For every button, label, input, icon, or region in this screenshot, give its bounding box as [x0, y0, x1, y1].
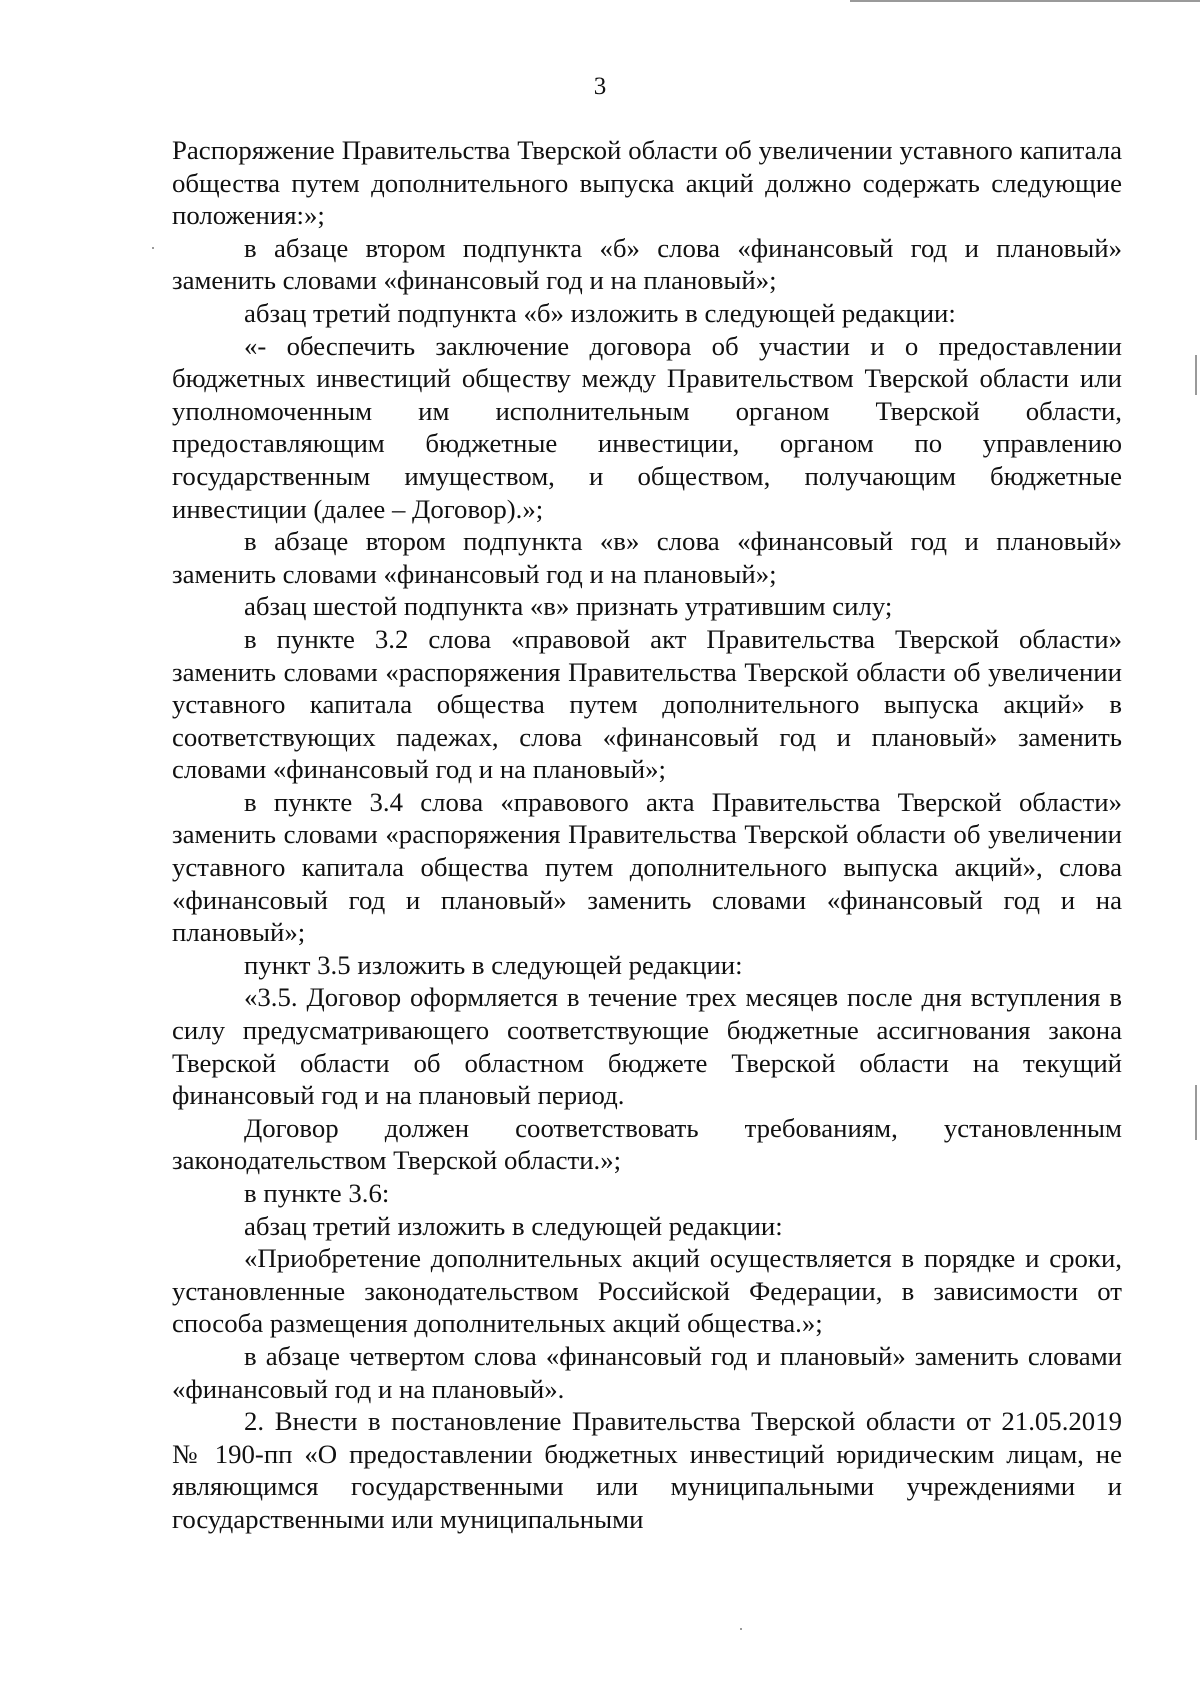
paragraph: 2. Внести в постановление Правительства Тверской области от 21.05.2019 № 190-пп «О предоставлении бюджетных инвестиций юридическим лицам, не являющимся государственными или муниципальными учреждениями и государственными или муниципальными — [172, 1406, 1122, 1534]
scan-mark-top-line — [850, 0, 1200, 2]
paragraph: в абзаце втором подпункта «в» слова «финансовый год и плановый» заменить словами «финансовый год и на плановый»; — [172, 526, 1122, 589]
paragraph: в пункте 3.6: — [244, 1178, 390, 1208]
paragraph: в пункте 3.2 слова «правовой акт Правительства Тверской области» заменить словами «распоряжения Правительства Тверской области об увеличении уставного капитала общества путем дополнительного выпуска акций» в соответствующих падежах, слова «финансовый год и плановый» заменить словами «финансовый год и на плановый»; — [172, 623, 1122, 785]
paragraph: Договор должен соответствовать требованиям, установленным законодательством Тверской области.»; — [172, 1112, 1122, 1176]
paragraph: в абзаце втором подпункта «б» слова «финансовый год и плановый» заменить словами «финансовый год и на плановый»; — [172, 232, 1122, 296]
paragraph: в абзаце четвертом слова «финансовый год и плановый» заменить словами «финансовый год и на плановый». — [172, 1340, 1122, 1404]
scan-mark-right-edge — [1195, 355, 1197, 395]
paragraph: «- обеспечить заключение договора об участии и о предоставлении бюджетных инвестиций обществу между Правительством Тверской области или уполномоченным им исполнительным органом Тверской области, предоставляющим бюджетные инвестиции, органом по управлению государственным имуществом, и обществом, получающим бюджетные инвестиции (далее – Договор).»; — [172, 330, 1122, 524]
paragraph: «Приобретение дополнительных акций осуществляется в порядке и сроки, установленные законодательством Российской Федерации, в зависимости от способа размещения дополнительных акций общества.»; — [172, 1243, 1122, 1339]
paragraph: абзац шестой подпункта «в» признать утратившим силу; — [244, 591, 893, 622]
paragraph: «3.5. Договор оформляется в течение трех месяцев после дня вступления в силу предусматривающего соответствующие бюджетные ассигнования закона Тверской области об областном бюджете Тверской области на текущий финансовый год и на плановый период. — [172, 982, 1122, 1111]
paragraph: абзац третий изложить в следующей редакции: — [244, 1210, 783, 1241]
document-body — [172, 134, 1122, 1536]
scan-mark-dot — [740, 1628, 742, 1630]
paragraph: пункт 3.5 изложить в следующей редакции: — [244, 949, 743, 980]
scan-mark-dot — [152, 247, 154, 249]
scan-mark-right-edge — [1195, 1085, 1197, 1140]
page-number: 3 — [593, 73, 607, 100]
paragraph: абзац третий подпункта «б» изложить в следующей редакции: — [244, 297, 956, 328]
paragraph: Распоряжение Правительства Тверской области об увеличении уставного капитала общества путем дополнительного выпуска акций должно содержать следующие положения:»; — [172, 135, 1122, 231]
paragraph: в пункте 3.4 слова «правового акта Правительства Тверской области» заменить словами «распоряжения Правительства Тверской области об увеличении уставного капитала общества путем дополнительного выпуска акций», слова «финансовый год и плановый» заменить словами «финансовый год и на плановый»; — [172, 786, 1122, 948]
